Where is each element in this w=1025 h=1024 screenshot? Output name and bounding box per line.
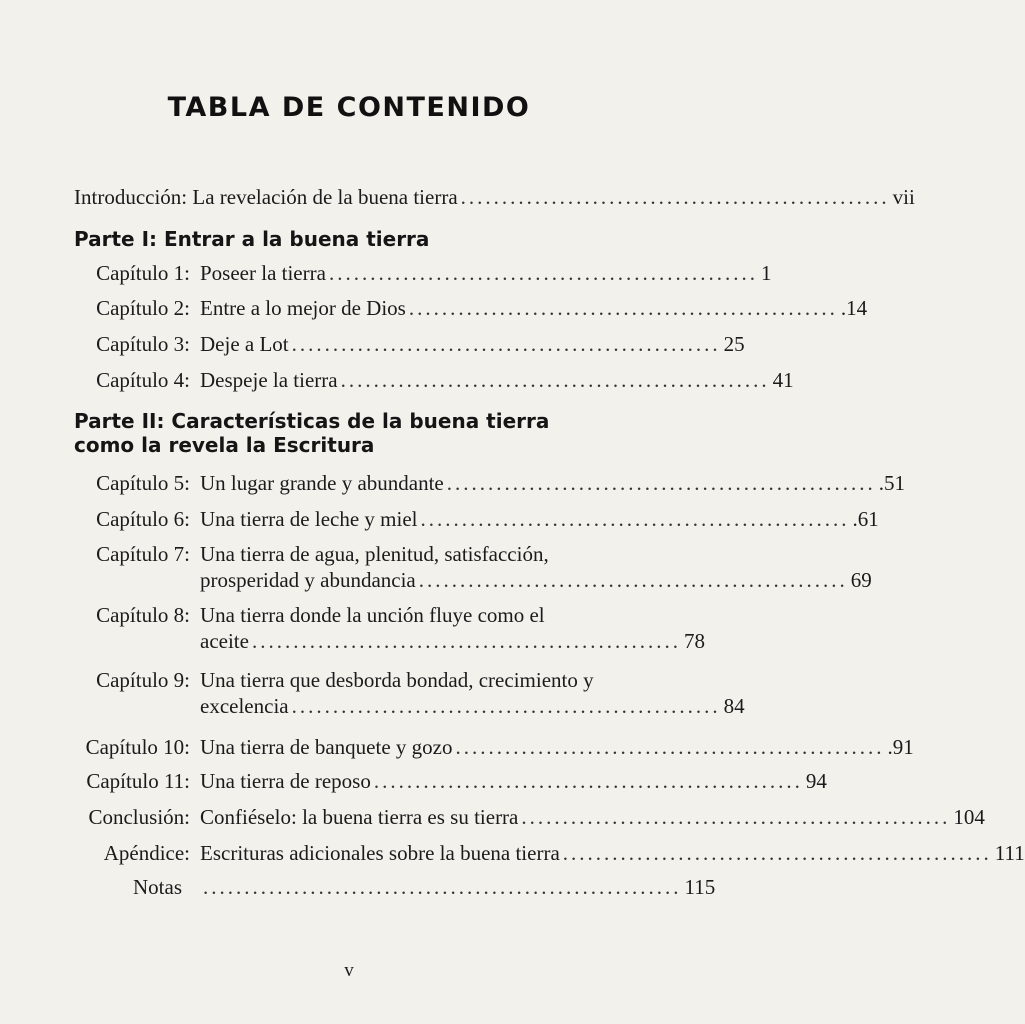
toc-entry-text-line-2: aceite bbox=[200, 629, 249, 653]
leader-dots: .................................................... bbox=[418, 568, 848, 592]
toc-entry-chapter-2[interactable] bbox=[84, 295, 868, 321]
toc-page-number: .51 bbox=[878, 471, 905, 495]
leader-dots: .................................................... bbox=[521, 805, 951, 829]
leader-dots: .................................................... bbox=[460, 185, 890, 209]
toc-entry-text: Escrituras adicionales sobre la buena tierra bbox=[200, 841, 560, 865]
leader-dots: .................................................... bbox=[328, 261, 758, 285]
page-title: TABLA DE CONTENIDO bbox=[167, 92, 531, 123]
toc-entry-label: Capítulo 6: bbox=[96, 507, 190, 531]
part-heading-1: Parte I: Entrar a la buena tierra bbox=[74, 227, 430, 251]
toc-entry-label: Capítulo 3: bbox=[96, 332, 190, 356]
toc-entry-text: Poseer la tierra bbox=[200, 261, 326, 285]
toc-entry-chapter-7[interactable] bbox=[200, 567, 872, 593]
toc-entry-text: Un lugar grande y abundante bbox=[200, 471, 444, 495]
toc-entry-label: Notas bbox=[133, 875, 182, 899]
toc-entry-text-chapter-7: Una tierra de agua, plenitud, satisfacción, bbox=[200, 542, 549, 566]
toc-entry-chapter-1[interactable] bbox=[84, 260, 772, 286]
toc-page-number: .61 bbox=[852, 507, 879, 531]
toc-entry-text: Despeje la tierra bbox=[200, 368, 338, 392]
toc-entry-label: Capítulo 11: bbox=[86, 769, 190, 793]
toc-entry-text: Introducción: La revelación de la buena tierra bbox=[74, 185, 458, 209]
toc-entry-label-chapter-7: Capítulo 7: bbox=[96, 542, 190, 566]
leader-dots: .................................................... bbox=[455, 735, 885, 759]
toc-page-number: 94 bbox=[805, 769, 827, 793]
leader-dots: .................................................... bbox=[291, 332, 721, 356]
toc-entry-text: Una tierra de reposo bbox=[200, 769, 371, 793]
toc-entry-intro[interactable] bbox=[74, 184, 915, 210]
toc-entry-text: Una tierra de banquete y gozo bbox=[200, 735, 453, 759]
toc-entry-conclusion[interactable] bbox=[64, 804, 985, 830]
toc-page-number: 111 bbox=[994, 841, 1025, 865]
leader-dots: .................................................... bbox=[373, 769, 803, 793]
leader-dots: .................................................... bbox=[291, 694, 721, 718]
part-heading-2: Parte II: Características de la buena tierra bbox=[74, 409, 550, 433]
toc-page-number: .14 bbox=[840, 296, 868, 320]
toc-entry-text: Confiéselo: la buena tierra es su tierra bbox=[200, 805, 519, 829]
toc-entry-appendix[interactable] bbox=[64, 840, 1025, 866]
toc-entry-label: Capítulo 1: bbox=[96, 261, 190, 285]
toc-entry-chapter-5[interactable] bbox=[74, 470, 905, 496]
toc-entry-chapter-4[interactable] bbox=[84, 367, 794, 393]
page-folio: v bbox=[344, 960, 354, 981]
toc-entry-label: Conclusión: bbox=[88, 805, 190, 829]
toc-entry-label-chapter-9: Capítulo 9: bbox=[96, 668, 190, 692]
toc-page-number: vii bbox=[892, 185, 915, 209]
toc-page-number: 41 bbox=[772, 368, 794, 392]
toc-entry-label: Apéndice: bbox=[103, 841, 190, 865]
toc-entry-label: Capítulo 5: bbox=[96, 471, 190, 495]
toc-entry-text-chapter-9: Una tierra que desborda bondad, crecimiento y bbox=[200, 668, 594, 692]
toc-page-number: 1 bbox=[760, 261, 772, 285]
toc-entry-text: Una tierra de leche y miel bbox=[200, 507, 418, 531]
part-heading-2-line-2: como la revela la Escritura bbox=[74, 433, 375, 457]
toc-entry-chapter-3[interactable] bbox=[84, 331, 745, 357]
leader-dots: .................................................... bbox=[562, 841, 992, 865]
toc-entry-chapter-8[interactable] bbox=[200, 628, 705, 654]
leader-dots: .................................................... bbox=[251, 629, 681, 653]
toc-entry-label: Capítulo 2: bbox=[96, 296, 190, 320]
toc-entry-text: Entre a lo mejor de Dios bbox=[200, 296, 406, 320]
toc-entry-chapter-11[interactable] bbox=[64, 768, 827, 794]
toc-entry-label: Capítulo 4: bbox=[96, 368, 190, 392]
toc-page-number: .91 bbox=[887, 735, 914, 759]
leader-dots: .................................................... bbox=[340, 368, 770, 392]
toc-entry-label: Capítulo 10: bbox=[85, 735, 190, 759]
toc-entry-notes[interactable] bbox=[64, 874, 716, 900]
toc-page-number: 104 bbox=[953, 805, 985, 829]
toc-entry-label-chapter-8: Capítulo 8: bbox=[96, 603, 190, 627]
toc-entry-chapter-6[interactable] bbox=[74, 506, 879, 532]
toc-entry-text: Deje a Lot bbox=[200, 332, 289, 356]
toc-entry-text-line-2: excelencia bbox=[200, 694, 289, 718]
toc-page-number: 115 bbox=[684, 875, 716, 899]
leader-dots: .................................................... bbox=[446, 471, 876, 495]
toc-entry-chapter-10[interactable] bbox=[64, 734, 914, 760]
leader-dots: .................................................... bbox=[420, 507, 850, 531]
leader-dots: .......................................................... bbox=[203, 875, 682, 899]
toc-page-number: 25 bbox=[723, 332, 745, 356]
toc-entry-text-line-2: prosperidad y abundancia bbox=[200, 568, 416, 592]
toc-page-number: 69 bbox=[850, 568, 872, 592]
leader-dots: .................................................... bbox=[408, 296, 838, 320]
toc-entry-chapter-9[interactable] bbox=[200, 693, 745, 719]
toc-page-number: 84 bbox=[723, 694, 745, 718]
toc-entry-text-chapter-8: Una tierra donde la unción fluye como el bbox=[200, 603, 545, 627]
toc-page-number: 78 bbox=[683, 629, 705, 653]
